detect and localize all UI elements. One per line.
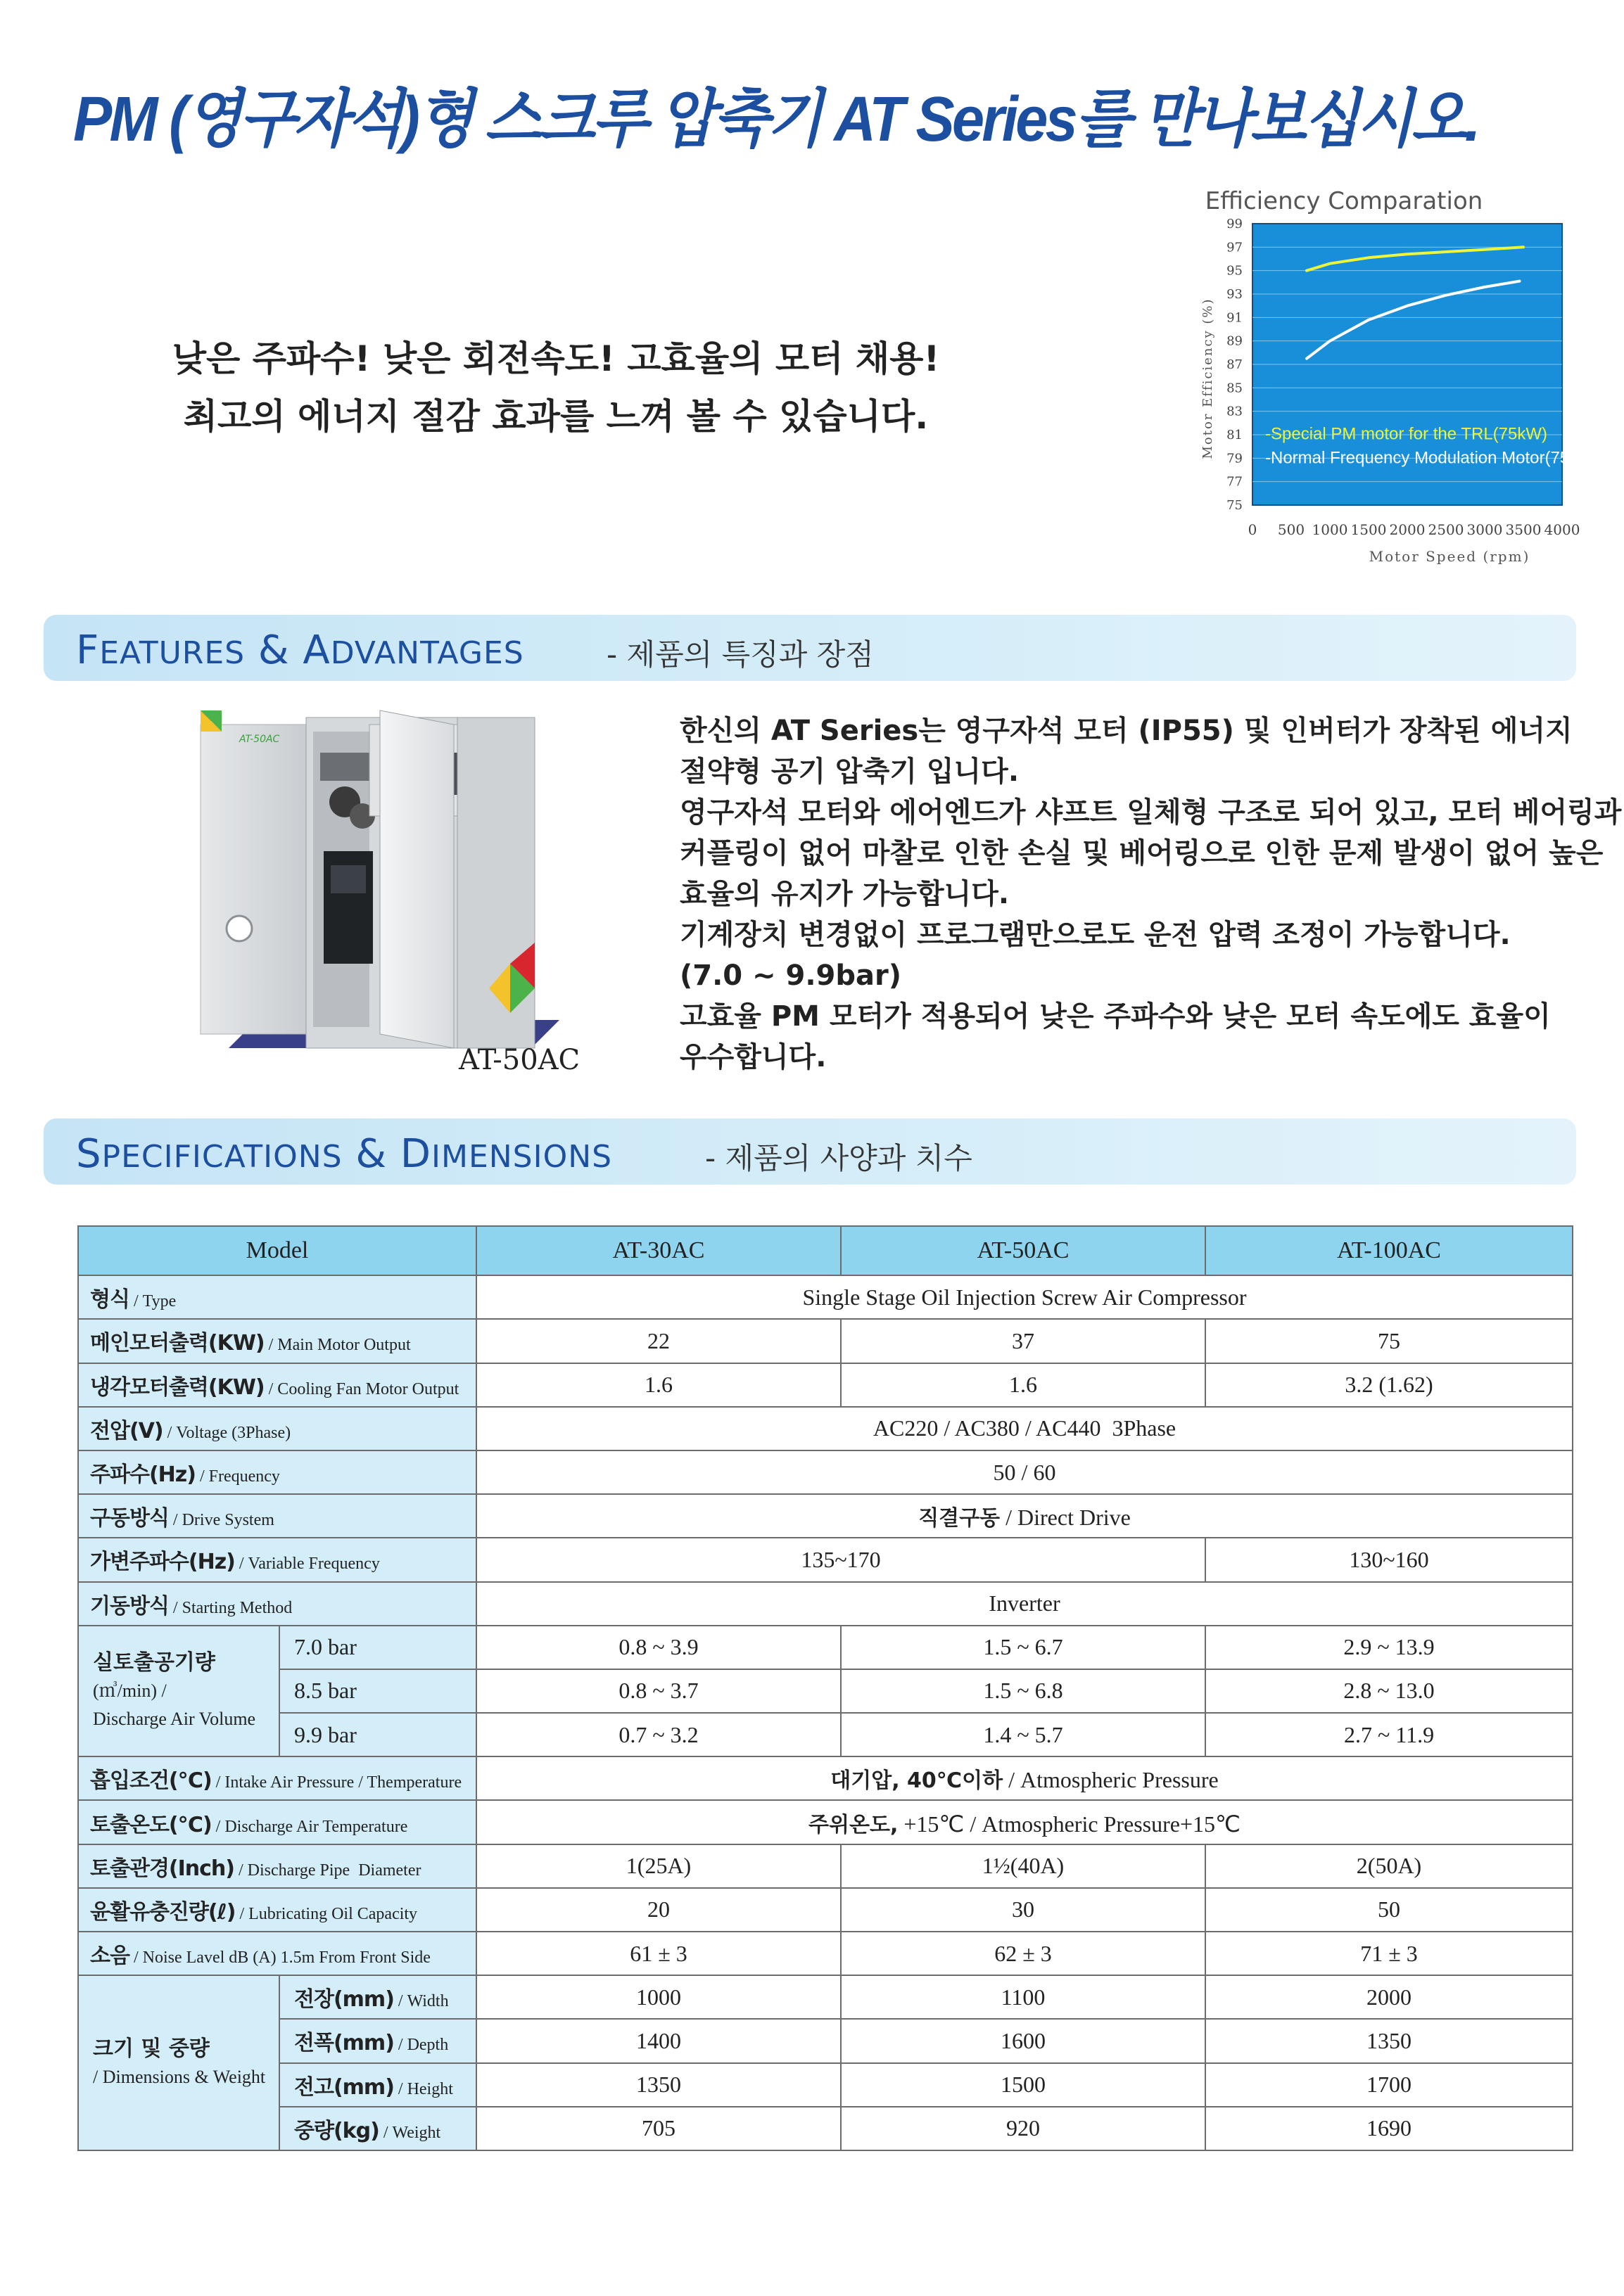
y-tick-label: 89 <box>1226 333 1243 349</box>
specs-section-bar <box>44 1118 1576 1185</box>
x-tick-label: 3500 <box>1505 521 1542 538</box>
cell-value: 2.9 ~ 13.9 <box>1205 1626 1573 1669</box>
value-ko: 직결구동 <box>918 1506 1001 1531</box>
features-description <box>680 710 1622 1078</box>
x-tick-label: 1500 <box>1350 521 1387 538</box>
cell-value: 0.8 ~ 3.7 <box>476 1669 841 1713</box>
label-en: / Variable Frequency <box>234 1555 380 1574</box>
cell-value: 20 <box>476 1888 841 1932</box>
row-label <box>78 1756 476 1800</box>
y-tick-label: 91 <box>1226 310 1243 326</box>
table-row <box>78 1888 1573 1932</box>
label-en: / Cooling Fan Motor Output <box>264 1379 459 1398</box>
specs-title-part: & <box>342 1131 400 1177</box>
cell-value: 2000 <box>1205 1975 1573 2019</box>
value-en: / Atmospheric Pressure <box>1003 1767 1219 1793</box>
cell-value: 130~160 <box>1205 1538 1573 1581</box>
row-label <box>78 1800 476 1844</box>
y-tick-label: 77 <box>1226 474 1243 490</box>
header-col: AT-50AC <box>841 1226 1205 1275</box>
label-ko: 가변주파수(Hz) <box>90 1550 235 1575</box>
label-ko: 흡입조건(℃) <box>90 1768 212 1794</box>
value-en: / Direct Drive <box>1000 1505 1131 1531</box>
cell-value: 1690 <box>1205 2107 1573 2150</box>
cell-value: 0.7 ~ 3.2 <box>476 1713 841 1756</box>
cell-value: 1100 <box>841 1975 1205 2019</box>
label-ko: 소음 <box>90 1944 129 1969</box>
description-line: 우수합니다. <box>680 1041 827 1073</box>
value-ko: 대기압, 40℃이하 <box>830 1768 1003 1794</box>
pressure-label: 9.9 bar <box>279 1713 476 1756</box>
cell-value: 1000 <box>476 1975 841 2019</box>
table-row <box>78 1669 1573 1713</box>
label-en: / Noise Lavel dB (A) 1.5m From Front Side <box>129 1949 431 1967</box>
label-ko: 기동방식 <box>90 1593 169 1619</box>
description-line: 절약형 공기 압축기 입니다. <box>680 755 1020 788</box>
x-tick-label: 0 <box>1248 521 1257 538</box>
cell-value: 30 <box>841 1888 1205 1932</box>
x-tick-label: 1000 <box>1312 521 1348 538</box>
specs-subtitle: - 제품의 사양과 치수 <box>705 1141 972 1175</box>
cell-value: 1350 <box>476 2063 841 2107</box>
specs-section-title <box>76 1131 612 1177</box>
x-tick-label: 2500 <box>1428 521 1464 538</box>
description-line: (7.0 ~ 9.9bar) <box>680 959 901 992</box>
y-tick-label: 93 <box>1226 287 1243 302</box>
cell-value: 22 <box>476 1319 841 1363</box>
tagline-line-2: 최고의 에너지 절감 효과를 느껴 볼 수 있습니다. <box>183 396 929 437</box>
group-label-discharge <box>78 1626 279 1757</box>
cell-value <box>476 1494 1573 1538</box>
y-tick-label: 99 <box>1226 217 1243 231</box>
table-row <box>78 1756 1573 1800</box>
legend-entry: -Normal Frequency Modulation Motor(75kW) <box>1265 448 1599 468</box>
table-row <box>78 1363 1573 1407</box>
cell-value: Inverter <box>476 1582 1573 1626</box>
label-en: / Height <box>393 2079 453 2098</box>
y-tick-label: 75 <box>1226 498 1243 513</box>
compressor-product-image <box>201 710 588 1062</box>
cell-value: 1700 <box>1205 2063 1573 2107</box>
specs-title-part: IMENSIONS <box>431 1139 613 1175</box>
row-label <box>78 1407 476 1450</box>
cell-value: 2(50A) <box>1205 1844 1573 1888</box>
label-en: / Frequency <box>195 1467 280 1486</box>
features-section-title <box>76 627 524 673</box>
cell-value: Single Stage Oil Injection Screw Air Compressor <box>476 1275 1573 1319</box>
features-title-part: EATURES <box>99 635 246 671</box>
value-ko: 주위온도, <box>808 1812 899 1837</box>
label-en: / Voltage (3Phase) <box>163 1423 291 1442</box>
cell-value: 1400 <box>476 2019 841 2062</box>
cell-value: 37 <box>841 1319 1205 1363</box>
description-line: 기계장치 변경없이 프로그램만으로도 운전 압력 조정이 가능합니다. <box>680 919 1511 951</box>
row-label <box>78 1450 476 1494</box>
table-row <box>78 1800 1573 1844</box>
label-en: / Discharge Pipe Diameter <box>234 1861 421 1880</box>
y-tick-label: 81 <box>1226 428 1243 442</box>
dim-label <box>279 2107 476 2150</box>
table-row <box>78 1450 1573 1494</box>
y-tick-label: 95 <box>1226 263 1243 279</box>
specs-title-part: PECIFICATIONS <box>101 1139 343 1175</box>
label-ko: 주파수(Hz) <box>90 1462 196 1488</box>
cell-value: 1(25A) <box>476 1844 841 1888</box>
y-tick-label: 97 <box>1226 240 1243 255</box>
group-label-dimensions <box>78 1975 279 2150</box>
page-title: PM (영구자석)형 스크루 압축기 AT Series를 만나보십시오. <box>73 84 1478 155</box>
cell-value: 71 ± 3 <box>1205 1932 1573 1975</box>
table-row <box>78 1275 1573 1319</box>
cell-value: 920 <box>841 2107 1205 2150</box>
label-ko: 토출온도(℃) <box>90 1812 212 1837</box>
table-row <box>78 2019 1573 2062</box>
row-label <box>78 1363 476 1407</box>
group-label-en: / Dimensions & Weight <box>93 2066 266 2087</box>
cell-value: 1350 <box>1205 2019 1573 2062</box>
label-en: / Depth <box>393 2036 449 2055</box>
value-en: +15℃ / Atmospheric Pressure+15℃ <box>898 1811 1241 1837</box>
label-en: / Width <box>393 1992 449 2011</box>
label-en: / Drive System <box>168 1511 274 1530</box>
cell-value: 2.8 ~ 13.0 <box>1205 1669 1573 1713</box>
description-line: 효율의 유지가 가능합니다. <box>680 878 1010 910</box>
cell-value: 1.6 <box>476 1363 841 1407</box>
group-label-en: Discharge Air Volume <box>93 1708 256 1729</box>
legend-entry: -Special PM motor for the TRL(75kW) <box>1265 424 1548 444</box>
label-ko: 윤활유충진량(ℓ) <box>90 1899 236 1925</box>
label-en: / Weight <box>379 2123 441 2142</box>
row-label <box>78 1319 476 1363</box>
row-label <box>78 1494 476 1538</box>
row-label <box>78 1582 476 1626</box>
table-row <box>78 1975 1573 2019</box>
y-tick-label: 79 <box>1226 451 1243 466</box>
table-row <box>78 1713 1573 1756</box>
cell-value <box>476 1800 1573 1844</box>
features-title-part: DVANTAGES <box>330 635 524 671</box>
cell-value: 75 <box>1205 1319 1573 1363</box>
table-header-row <box>78 1226 1573 1275</box>
x-tick-label: 500 <box>1277 521 1305 538</box>
table-row <box>78 1494 1573 1538</box>
table-row <box>78 1407 1573 1450</box>
label-en: / Type <box>129 1292 177 1311</box>
tagline-line-1: 낮은 주파수! 낮은 회전속도! 고효율의 모터 채용! <box>172 338 940 379</box>
cell-value: 62 ± 3 <box>841 1932 1205 1975</box>
dim-label <box>279 2063 476 2107</box>
row-label <box>78 1932 476 1975</box>
y-tick-label: 83 <box>1226 404 1243 419</box>
features-subtitle: - 제품의 특징과 장점 <box>607 637 874 672</box>
product-image-label: AT-50AC <box>239 734 280 745</box>
cell-value: 1.5 ~ 6.7 <box>841 1626 1205 1669</box>
cell-value: 61 ± 3 <box>476 1932 841 1975</box>
label-ko: 전폭(mm) <box>294 2031 394 2056</box>
cell-value: 1.4 ~ 5.7 <box>841 1713 1205 1756</box>
label-en: / Main Motor Output <box>264 1336 411 1355</box>
description-line: 커플링이 없어 마찰로 인한 손실 및 베어링으로 인한 문제 발생이 없어 높은 <box>680 837 1604 869</box>
cell-value: 2.7 ~ 11.9 <box>1205 1713 1573 1756</box>
x-axis-label: Motor Speed (rpm) <box>1369 548 1530 565</box>
cell-value: 3.2 (1.62) <box>1205 1363 1573 1407</box>
label-ko: 전고(mm) <box>294 2074 394 2100</box>
x-tick-label: 4000 <box>1544 521 1580 538</box>
y-tick-label: 87 <box>1226 357 1243 372</box>
cell-value: 135~170 <box>476 1538 1205 1581</box>
table-row <box>78 1538 1573 1581</box>
pressure-label: 7.0 bar <box>279 1626 476 1669</box>
row-label <box>78 1888 476 1932</box>
row-label <box>78 1538 476 1581</box>
label-ko: 냉각모터출력(KW) <box>90 1375 265 1400</box>
description-line: 고효율 PM 모터가 적용되어 낮은 주파수와 낮은 모터 속도에도 효율이 <box>680 1000 1551 1033</box>
cell-value: 50 / 60 <box>476 1450 1573 1494</box>
label-ko: 전압(V) <box>90 1418 163 1443</box>
x-tick-label: 3000 <box>1466 521 1503 538</box>
label-en: / Discharge Air Temperature <box>211 1817 408 1836</box>
features-section-bar <box>44 615 1576 681</box>
header-model: Model <box>78 1226 476 1275</box>
efficiency-chart <box>1070 217 1599 577</box>
table-row <box>78 2063 1573 2107</box>
table-row <box>78 1626 1573 1669</box>
y-tick-label: 85 <box>1226 381 1243 396</box>
dim-label <box>279 2019 476 2062</box>
features-title-part: & <box>245 627 303 673</box>
label-ko: 전장(mm) <box>294 1987 394 2013</box>
spec-table <box>77 1225 1573 2151</box>
group-label-unit: (㎥/min) / <box>93 1680 167 1701</box>
header-col: AT-30AC <box>476 1226 841 1275</box>
label-ko: 구동방식 <box>90 1506 169 1531</box>
group-label-ko: 크기 및 중량 <box>93 2036 210 2061</box>
product-caption: AT-50AC <box>459 1044 581 1076</box>
cell-value: 50 <box>1205 1888 1573 1932</box>
cell-value: 1600 <box>841 2019 1205 2062</box>
label-en: / Intake Air Pressure / Themperature <box>211 1773 462 1792</box>
label-en: / Starting Method <box>168 1598 293 1617</box>
row-label <box>78 1844 476 1888</box>
label-en: / Lubricating Oil Capacity <box>235 1904 418 1923</box>
table-row <box>78 2107 1573 2150</box>
description-line: 한신의 AT Series는 영구자석 모터 (IP55) 및 인버터가 장착된 에너지 <box>680 715 1573 747</box>
y-axis-label: Motor Efficiency (%) <box>1200 298 1215 459</box>
cell-value: 0.8 ~ 3.9 <box>476 1626 841 1669</box>
row-label <box>78 1275 476 1319</box>
cell-value: 1500 <box>841 2063 1205 2107</box>
cell-value: 1.6 <box>841 1363 1205 1407</box>
features-title-part: A <box>303 627 331 673</box>
cell-value: AC220 / AC380 / AC440 3Phase <box>476 1407 1573 1450</box>
x-tick-label: 2000 <box>1389 521 1426 538</box>
label-ko: 메인모터출력(KW) <box>90 1331 265 1356</box>
cell-value: 1.5 ~ 6.8 <box>841 1669 1205 1713</box>
dim-label <box>279 1975 476 2019</box>
cell-value <box>476 1756 1573 1800</box>
pressure-label: 8.5 bar <box>279 1669 476 1713</box>
specs-title-part: S <box>76 1131 102 1177</box>
cell-value: 705 <box>476 2107 841 2150</box>
table-row <box>78 1582 1573 1626</box>
description-line: 영구자석 모터와 에어엔드가 샤프트 일체형 구조로 되어 있고, 모터 베어링과 <box>680 796 1622 829</box>
cell-value: 1½(40A) <box>841 1844 1205 1888</box>
label-ko: 형식 <box>90 1287 129 1313</box>
features-title-part: F <box>76 627 100 673</box>
header-col: AT-100AC <box>1205 1226 1573 1275</box>
table-row <box>78 1844 1573 1888</box>
chart-title: Efficiency Comparation <box>1205 187 1483 215</box>
table-row <box>78 1932 1573 1975</box>
label-ko: 중량(kg) <box>294 2118 379 2143</box>
group-label-ko: 실토출공기량 <box>93 1650 215 1675</box>
table-row <box>78 1319 1573 1363</box>
label-ko: 토출관경(Inch) <box>90 1856 235 1881</box>
specs-title-part: D <box>400 1131 432 1177</box>
